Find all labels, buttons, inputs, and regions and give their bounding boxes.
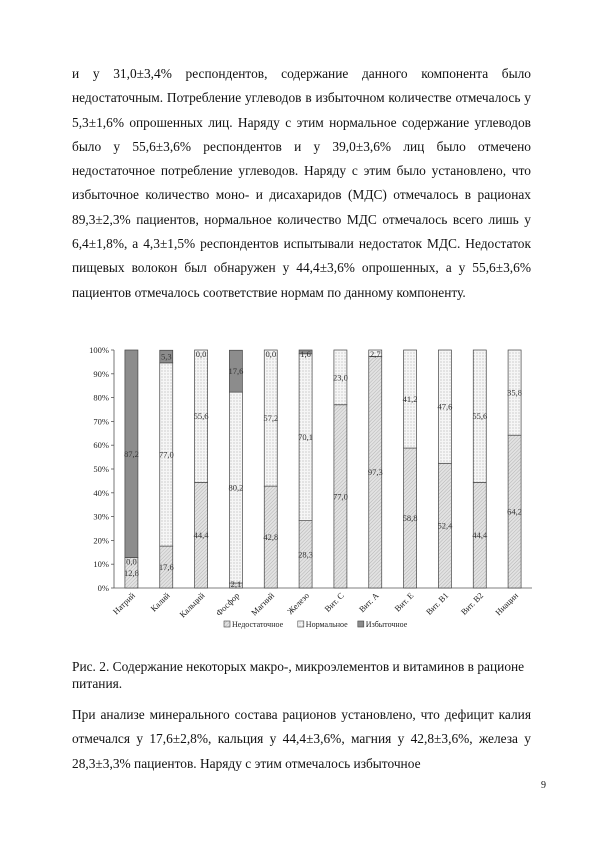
x-tick-label: Вит. В2 — [458, 590, 486, 617]
data-label: 0,0 — [195, 349, 207, 359]
y-tick-label: 50% — [93, 464, 109, 474]
y-tick-label: 100% — [89, 345, 109, 355]
figure-caption: Рис. 2. Содержание некоторых макро-, микроэлементов и витаминов в рационе питания. — [72, 659, 525, 691]
data-label: 64,2 — [507, 506, 523, 517]
x-tick-label: Ниацин — [493, 590, 520, 618]
legend-label: Нормальное — [305, 620, 348, 629]
data-label: 58,8 — [402, 513, 418, 524]
data-label: 77,0 — [332, 491, 348, 502]
chart-svg — [80, 340, 540, 640]
legend — [220, 619, 442, 631]
y-tick-label: 90% — [93, 368, 109, 379]
legend-label: Избыточное — [365, 620, 408, 629]
x-tick-label: Вит. Е — [392, 590, 416, 614]
data-label: 97,3 — [367, 467, 383, 478]
paragraph-bottom: При анализе минерального состава рационов установлено, что дефицит калия отмечался у 17,6±2,8%, кальция у 44,4±3,6%, магния у 42,8±3,6%, железа у 28,3±3,3% пациентов. Наряду с этим отмечалось избыточное — [72, 707, 531, 771]
x-tick-label: Вит. С — [322, 590, 346, 614]
x-tick-label: Железо — [285, 590, 311, 617]
y-tick-label: 40% — [93, 487, 109, 498]
x-tick-label: Натрий — [110, 590, 137, 617]
data-label: 23,0 — [332, 372, 348, 383]
y-tick-label: 10% — [93, 559, 109, 570]
data-label: 87,2 — [123, 448, 139, 459]
legend-label: Недостаточное — [232, 620, 284, 629]
data-label: 5,3 — [160, 351, 172, 362]
data-label: 55,6 — [472, 411, 488, 422]
data-label: 52,4 — [437, 520, 453, 531]
data-label: 17,6 — [228, 366, 244, 377]
data-label: 2,7 — [369, 349, 381, 359]
y-tick-label: 80% — [93, 392, 109, 403]
y-tick-label: 60% — [93, 440, 109, 451]
data-label: 70,1 — [298, 432, 314, 443]
y-tick-label: 20% — [93, 535, 109, 546]
y-tick-label: 0% — [97, 583, 109, 593]
data-label: 44,4 — [193, 530, 209, 541]
data-label: 77,0 — [158, 449, 174, 460]
legend-swatch — [224, 621, 230, 627]
stacked-bar-chart — [80, 340, 540, 640]
x-tick-label: Кальций — [177, 590, 207, 620]
data-label: 0,0 — [126, 556, 137, 567]
legend-swatch — [298, 621, 304, 627]
bars-layer — [125, 350, 521, 588]
data-label: 1,6 — [300, 349, 311, 359]
data-label: 2,1 — [230, 579, 242, 589]
x-tick-label: Калий — [148, 590, 172, 614]
data-label: 0,0 — [265, 349, 277, 359]
x-tick-label: Вит. А — [356, 590, 381, 615]
data-label: 17,6 — [158, 562, 174, 573]
legend-swatch — [358, 621, 364, 627]
data-label: 44,4 — [472, 530, 488, 541]
data-label: 55,6 — [193, 411, 209, 422]
data-label: 80,2 — [228, 482, 244, 493]
data-label: 42,8 — [263, 532, 279, 543]
data-label: 57,2 — [263, 413, 279, 424]
data-label: 41,2 — [402, 394, 418, 405]
y-tick-label: 70% — [93, 416, 109, 427]
x-tick-label: Магний — [248, 590, 277, 618]
paragraph-top: и у 31,0±3,4% респондентов, содержание данного компонента было недостаточным. Потребление углеводов в избыточном количестве отмечалось у 5,3±1,6% опрошенных лиц. Наряду с этим нормальное содержание углеводов было у 55,6±3,6% респондентов и у 39,0±3,6% лиц было отмечено недостаточное потребление углеводов. Наряду с этим было установлено, что избыточное количество моно- и дисахаридов (МДС) отмечалось в рационах 89,3±2,3% пациентов, нормальное количество МДС отмечалось всего лишь у 6,4±1,8%, а 4,3±1,5% респондентов испытывали недостаток МДС. Недостаток пищевых волокон был обнаружен у 44,4±3,6% опрошенных, а у 55,6±3,6% пациентов отмечалось соответствие нормам по данному компоненту. — [72, 66, 531, 300]
y-tick-label: 30% — [93, 511, 109, 522]
x-tick-label: Вит. В1 — [423, 590, 451, 617]
x-tick-label: Фосфор — [213, 590, 242, 618]
page-number: 9 — [541, 780, 546, 791]
data-label: 35,8 — [507, 387, 523, 398]
data-label: 47,6 — [437, 401, 453, 412]
data-label: 28,3 — [298, 549, 314, 560]
labels-layer — [124, 349, 522, 589]
data-label: 12,8 — [123, 567, 139, 578]
